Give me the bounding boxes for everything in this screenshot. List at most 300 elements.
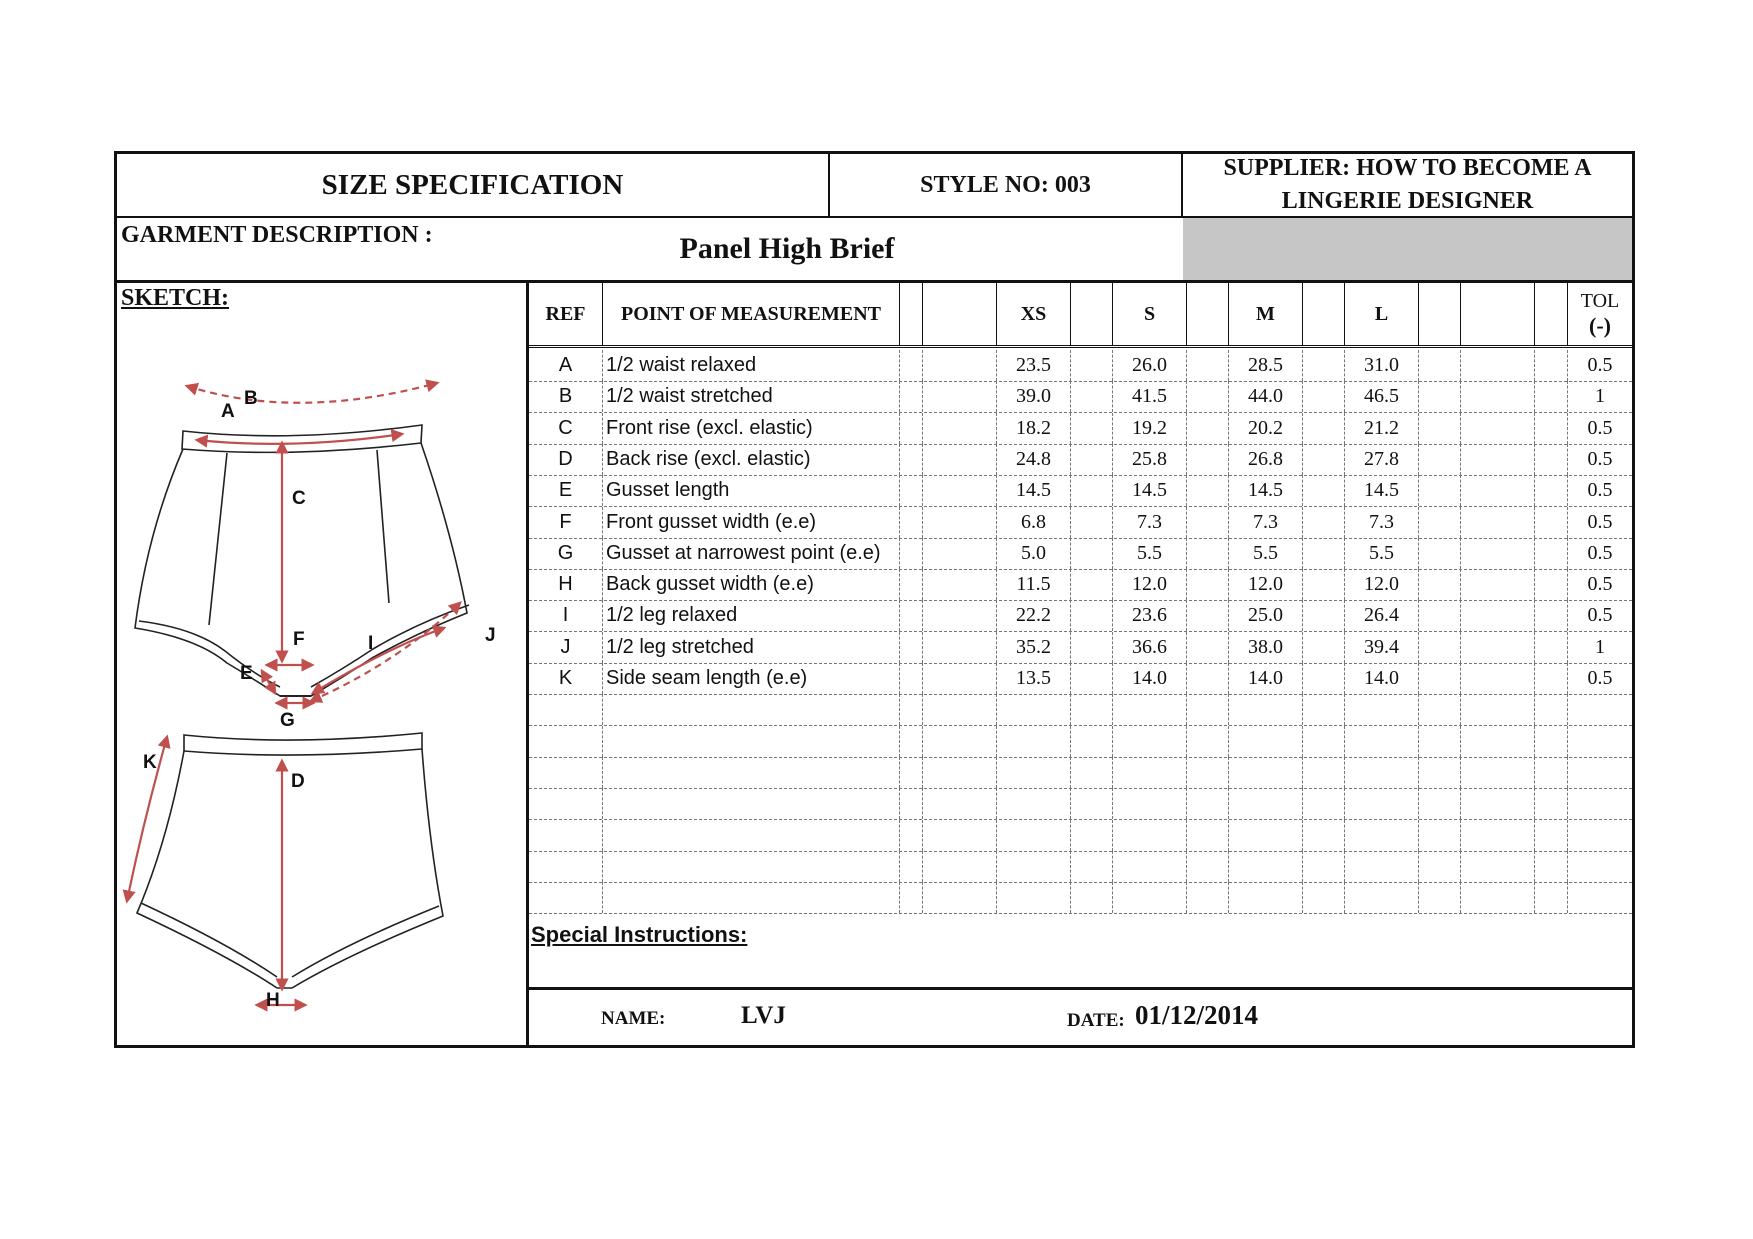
cell-spacer <box>1187 694 1229 725</box>
cell-spacer <box>1187 788 1229 819</box>
cell-s <box>1113 851 1187 882</box>
cell-ref: H <box>529 569 603 600</box>
cell-xs <box>997 820 1071 851</box>
cell-m: 12.0 <box>1229 569 1303 600</box>
table-row <box>529 538 1632 570</box>
cell-spacer <box>1419 882 1461 913</box>
cell-spacer <box>1187 569 1229 600</box>
cell-spacer <box>1419 413 1461 444</box>
cell-tol <box>1568 694 1632 725</box>
cell-spacer <box>1071 381 1113 412</box>
cell-xs: 5.0 <box>997 538 1071 569</box>
col-header-spacer <box>900 283 923 345</box>
supplier <box>1183 154 1632 216</box>
sketch-label-c: C <box>292 488 306 509</box>
cell-spacer <box>1419 475 1461 506</box>
table-row <box>529 788 1632 820</box>
tol-minus-label: (-) <box>1589 312 1611 338</box>
cell-spacer <box>1419 569 1461 600</box>
cell-pom: Side seam length (e.e) <box>603 663 900 694</box>
cell-l: 14.5 <box>1345 475 1419 506</box>
table-row <box>529 444 1632 476</box>
cell-l: 21.2 <box>1345 413 1419 444</box>
cell-spacer <box>923 851 997 882</box>
cell-spacer <box>1303 475 1345 506</box>
cell-spacer <box>1461 507 1535 538</box>
cell-l: 7.3 <box>1345 507 1419 538</box>
cell-spacer <box>923 600 997 631</box>
cell-spacer <box>1303 694 1345 725</box>
cell-spacer <box>1461 757 1535 788</box>
cell-spacer <box>1461 538 1535 569</box>
cell-spacer <box>1419 820 1461 851</box>
sketch-label-b: B <box>244 388 258 409</box>
cell-xs: 23.5 <box>997 350 1071 381</box>
cell-spacer <box>1303 350 1345 381</box>
cell-spacer <box>1303 726 1345 757</box>
table-row <box>529 726 1632 758</box>
cell-spacer <box>1187 507 1229 538</box>
col-header-spacer <box>1187 283 1229 345</box>
cell-spacer <box>900 350 923 381</box>
cell-spacer <box>1461 882 1535 913</box>
cell-spacer <box>923 381 997 412</box>
cell-ref <box>529 820 603 851</box>
spec-sheet <box>114 151 1635 1048</box>
date-label: DATE: <box>1067 1010 1125 1031</box>
cell-tol <box>1568 851 1632 882</box>
back-view-drawing <box>137 733 443 988</box>
cell-m: 14.0 <box>1229 663 1303 694</box>
col-header-xs: XS <box>997 283 1071 345</box>
cell-spacer <box>900 569 923 600</box>
cell-s <box>1113 788 1187 819</box>
cell-spacer <box>1187 632 1229 663</box>
cell-spacer <box>1461 820 1535 851</box>
cell-pom: 1/2 leg relaxed <box>603 600 900 631</box>
cell-spacer <box>900 381 923 412</box>
cell-spacer <box>1187 444 1229 475</box>
cell-spacer <box>1461 381 1535 412</box>
cell-s <box>1113 726 1187 757</box>
cell-pom <box>603 757 900 788</box>
cell-m: 26.8 <box>1229 444 1303 475</box>
cell-spacer <box>1303 413 1345 444</box>
cell-s: 19.2 <box>1113 413 1187 444</box>
cell-spacer <box>1535 663 1568 694</box>
cell-pom: 1/2 leg stretched <box>603 632 900 663</box>
cell-spacer <box>1187 538 1229 569</box>
cell-spacer <box>1535 726 1568 757</box>
cell-l <box>1345 851 1419 882</box>
table-row <box>529 507 1632 539</box>
cell-m: 7.3 <box>1229 507 1303 538</box>
cell-spacer <box>1419 538 1461 569</box>
cell-ref: C <box>529 413 603 444</box>
cell-xs <box>997 694 1071 725</box>
col-header-spacer <box>1535 283 1568 345</box>
table-row <box>529 632 1632 664</box>
cell-xs <box>997 882 1071 913</box>
sketch-label: SKETCH: <box>121 285 230 311</box>
cell-spacer <box>923 694 997 725</box>
cell-s: 14.0 <box>1113 663 1187 694</box>
cell-tol: 1 <box>1595 385 1605 408</box>
cell-spacer <box>923 538 997 569</box>
cell-spacer <box>1071 569 1113 600</box>
cell-s: 25.8 <box>1113 444 1187 475</box>
cell-spacer <box>1461 569 1535 600</box>
col-header-m: M <box>1229 283 1303 345</box>
table-row <box>529 694 1632 726</box>
cell-m <box>1229 694 1303 725</box>
cell-spacer <box>1071 788 1113 819</box>
col-header-ref: REF <box>529 283 603 345</box>
cell-spacer <box>1535 757 1568 788</box>
cell-spacer <box>1187 882 1229 913</box>
cell-spacer <box>1461 851 1535 882</box>
cell-spacer <box>1535 350 1568 381</box>
name-label: NAME: <box>601 1008 666 1029</box>
cell-l: 26.4 <box>1345 600 1419 631</box>
cell-spacer <box>1303 381 1345 412</box>
tol-label: TOL <box>1580 289 1620 312</box>
date-value: 01/12/2014 <box>1135 1000 1259 1030</box>
cell-spacer <box>923 444 997 475</box>
cell-s <box>1113 757 1187 788</box>
sheet-title: SIZE SPECIFICATION <box>117 154 830 216</box>
cell-spacer <box>1187 413 1229 444</box>
cell-spacer <box>1419 757 1461 788</box>
cell-spacer <box>1303 663 1345 694</box>
cell-pom: 1/2 waist relaxed <box>603 350 900 381</box>
cell-spacer <box>900 788 923 819</box>
cell-ref: D <box>529 444 603 475</box>
cell-l: 27.8 <box>1345 444 1419 475</box>
cell-spacer <box>1535 851 1568 882</box>
cell-xs: 39.0 <box>997 381 1071 412</box>
cell-spacer <box>900 851 923 882</box>
cell-spacer <box>1187 757 1229 788</box>
cell-tol: 0.5 <box>1587 510 1613 533</box>
cell-ref <box>529 788 603 819</box>
cell-spacer <box>923 820 997 851</box>
cell-xs <box>997 788 1071 819</box>
cell-spacer <box>1303 788 1345 819</box>
cell-spacer <box>1187 475 1229 506</box>
cell-spacer <box>1303 600 1345 631</box>
cell-spacer <box>1535 381 1568 412</box>
cell-l <box>1345 694 1419 725</box>
cell-spacer <box>1461 350 1535 381</box>
grey-filler-cell <box>1183 218 1632 280</box>
style-number: STYLE NO: 003 <box>830 154 1183 216</box>
cell-spacer <box>1303 444 1345 475</box>
cell-pom <box>603 882 900 913</box>
cell-ref: I <box>529 600 603 631</box>
table-row <box>529 851 1632 883</box>
cell-spacer <box>1071 413 1113 444</box>
cell-xs: 22.2 <box>997 600 1071 631</box>
cell-spacer <box>923 757 997 788</box>
cell-l: 46.5 <box>1345 381 1419 412</box>
cell-spacer <box>1303 882 1345 913</box>
cell-spacer <box>900 726 923 757</box>
cell-spacer <box>1303 820 1345 851</box>
cell-s: 23.6 <box>1113 600 1187 631</box>
cell-spacer <box>1071 600 1113 631</box>
cell-spacer <box>1071 694 1113 725</box>
brief-sketch <box>117 283 526 1045</box>
cell-tol: 0.5 <box>1587 573 1613 596</box>
cell-pom <box>603 851 900 882</box>
cell-spacer <box>900 444 923 475</box>
cell-tol <box>1568 788 1632 819</box>
cell-spacer <box>923 632 997 663</box>
sketch-label-g: G <box>280 710 295 731</box>
cell-spacer <box>1187 350 1229 381</box>
cell-spacer <box>1535 413 1568 444</box>
cell-pom <box>603 726 900 757</box>
cell-spacer <box>923 663 997 694</box>
cell-m <box>1229 726 1303 757</box>
cell-spacer <box>900 820 923 851</box>
cell-m: 5.5 <box>1229 538 1303 569</box>
cell-spacer <box>1419 444 1461 475</box>
cell-xs: 11.5 <box>997 569 1071 600</box>
cell-l <box>1345 882 1419 913</box>
cell-m <box>1229 820 1303 851</box>
cell-spacer <box>1419 694 1461 725</box>
cell-spacer <box>1535 600 1568 631</box>
cell-spacer <box>1071 475 1113 506</box>
cell-spacer <box>900 882 923 913</box>
cell-m <box>1229 851 1303 882</box>
cell-spacer <box>923 726 997 757</box>
cell-s: 14.5 <box>1113 475 1187 506</box>
cell-spacer <box>1461 632 1535 663</box>
cell-m: 25.0 <box>1229 600 1303 631</box>
cell-xs <box>997 851 1071 882</box>
sketch-label-f: F <box>293 629 305 650</box>
header-divider <box>529 345 1632 348</box>
cell-pom <box>603 694 900 725</box>
cell-pom: Back gusset width (e.e) <box>603 569 900 600</box>
cell-spacer <box>1071 882 1113 913</box>
cell-ref: J <box>529 632 603 663</box>
cell-tol <box>1568 882 1632 913</box>
cell-spacer <box>1461 444 1535 475</box>
table-row <box>529 475 1632 507</box>
cell-spacer <box>1071 757 1113 788</box>
table-row <box>529 350 1632 382</box>
cell-tol: 0.5 <box>1587 604 1613 627</box>
cell-xs <box>997 726 1071 757</box>
col-header-s: S <box>1113 283 1187 345</box>
cell-spacer <box>1461 663 1535 694</box>
cell-spacer <box>1303 507 1345 538</box>
col-header-pom: POINT OF MEASUREMENT <box>603 283 900 345</box>
table-row <box>529 413 1632 445</box>
cell-spacer <box>1187 600 1229 631</box>
cell-spacer <box>1303 851 1345 882</box>
cell-xs: 13.5 <box>997 663 1071 694</box>
cell-xs <box>997 757 1071 788</box>
table-row <box>529 569 1632 601</box>
cell-spacer <box>923 350 997 381</box>
cell-spacer <box>1535 632 1568 663</box>
cell-spacer <box>900 538 923 569</box>
sketch-label-i: I <box>368 633 374 654</box>
table-row <box>529 757 1632 789</box>
cell-m: 44.0 <box>1229 381 1303 412</box>
cell-s <box>1113 882 1187 913</box>
cell-ref <box>529 851 603 882</box>
cell-l: 39.4 <box>1345 632 1419 663</box>
cell-tol: 1 <box>1595 635 1605 658</box>
cell-ref: K <box>529 663 603 694</box>
cell-tol: 0.5 <box>1587 541 1613 564</box>
col-header-blank <box>1461 283 1535 345</box>
cell-ref: B <box>529 381 603 412</box>
col-header-spacer <box>1303 283 1345 345</box>
header-row <box>117 154 1632 218</box>
cell-tol <box>1568 726 1632 757</box>
cell-pom: Front rise (excl. elastic) <box>603 413 900 444</box>
cell-pom: Gusset length <box>603 475 900 506</box>
cell-m <box>1229 882 1303 913</box>
cell-l <box>1345 788 1419 819</box>
cell-spacer <box>1419 381 1461 412</box>
cell-l <box>1345 726 1419 757</box>
sketch-label-a: A <box>221 401 235 422</box>
cell-s: 26.0 <box>1113 350 1187 381</box>
cell-spacer <box>1461 475 1535 506</box>
cell-pom <box>603 788 900 819</box>
cell-spacer <box>1461 413 1535 444</box>
cell-s: 12.0 <box>1113 569 1187 600</box>
cell-spacer <box>1419 632 1461 663</box>
cell-spacer <box>1071 632 1113 663</box>
cell-xs: 35.2 <box>997 632 1071 663</box>
cell-spacer <box>1535 694 1568 725</box>
cell-spacer <box>1535 788 1568 819</box>
col-header-blank <box>923 283 997 345</box>
cell-spacer <box>1461 726 1535 757</box>
measurement-table <box>529 283 1632 1045</box>
cell-ref: E <box>529 475 603 506</box>
cell-spacer <box>1461 600 1535 631</box>
cell-pom: Gusset at narrowest point (e.e) <box>603 538 900 569</box>
sketch-label-j: J <box>485 625 496 646</box>
cell-spacer <box>1187 851 1229 882</box>
cell-ref <box>529 726 603 757</box>
cell-ref <box>529 757 603 788</box>
cell-tol <box>1568 757 1632 788</box>
cell-spacer <box>1071 538 1113 569</box>
cell-spacer <box>1535 569 1568 600</box>
footer-row <box>529 987 1632 1045</box>
cell-tol: 0.5 <box>1587 354 1613 376</box>
cell-l <box>1345 820 1419 851</box>
cell-spacer <box>1419 350 1461 381</box>
cell-s: 7.3 <box>1113 507 1187 538</box>
garment-description-value: Panel High Brief <box>679 232 895 265</box>
cell-pom: Back rise (excl. elastic) <box>603 444 900 475</box>
cell-l: 12.0 <box>1345 569 1419 600</box>
table-row <box>529 381 1632 413</box>
table-row <box>529 600 1632 632</box>
col-header-tol <box>1568 283 1632 345</box>
cell-m <box>1229 788 1303 819</box>
cell-ref <box>529 694 603 725</box>
cell-spacer <box>900 632 923 663</box>
cell-spacer <box>1419 788 1461 819</box>
cell-spacer <box>923 413 997 444</box>
col-header-l: L <box>1345 283 1419 345</box>
cell-tol: 0.5 <box>1587 447 1613 470</box>
cell-spacer <box>1303 757 1345 788</box>
cell-pom <box>603 820 900 851</box>
cell-ref: F <box>529 507 603 538</box>
cell-l: 31.0 <box>1345 350 1419 381</box>
name-value: LVJ <box>741 1002 786 1029</box>
cell-ref: A <box>529 350 603 381</box>
cell-spacer <box>1419 663 1461 694</box>
cell-spacer <box>900 475 923 506</box>
cell-spacer <box>1461 788 1535 819</box>
cell-m: 14.5 <box>1229 475 1303 506</box>
cell-spacer <box>1071 444 1113 475</box>
table-row <box>529 820 1632 852</box>
cell-spacer <box>1071 851 1113 882</box>
cell-spacer <box>923 475 997 506</box>
measurement-arrows <box>127 383 460 1005</box>
cell-spacer <box>1303 538 1345 569</box>
cell-ref <box>529 882 603 913</box>
col-header-spacer <box>1419 283 1461 345</box>
cell-spacer <box>1071 663 1113 694</box>
cell-spacer <box>1535 820 1568 851</box>
cell-xs: 24.8 <box>997 444 1071 475</box>
cell-spacer <box>1461 694 1535 725</box>
col-header-spacer <box>1071 283 1113 345</box>
cell-spacer <box>1535 475 1568 506</box>
cell-spacer <box>1187 726 1229 757</box>
cell-m <box>1229 757 1303 788</box>
cell-tol: 0.5 <box>1587 479 1613 502</box>
cell-spacer <box>900 694 923 725</box>
cell-spacer <box>1419 600 1461 631</box>
cell-xs: 18.2 <box>997 413 1071 444</box>
cell-pom: 1/2 waist stretched <box>603 381 900 412</box>
cell-s <box>1113 694 1187 725</box>
cell-spacer <box>923 882 997 913</box>
cell-spacer <box>1535 882 1568 913</box>
cell-pom: Front gusset width (e.e) <box>603 507 900 538</box>
cell-spacer <box>1419 507 1461 538</box>
cell-spacer <box>900 507 923 538</box>
cell-l: 14.0 <box>1345 663 1419 694</box>
cell-spacer <box>923 788 997 819</box>
cell-m: 38.0 <box>1229 632 1303 663</box>
cell-spacer <box>900 663 923 694</box>
cell-spacer <box>1419 726 1461 757</box>
cell-tol: 0.5 <box>1587 667 1613 689</box>
sketch-panel <box>117 283 529 1045</box>
cell-spacer <box>1071 726 1113 757</box>
sketch-label-d: D <box>291 771 305 792</box>
